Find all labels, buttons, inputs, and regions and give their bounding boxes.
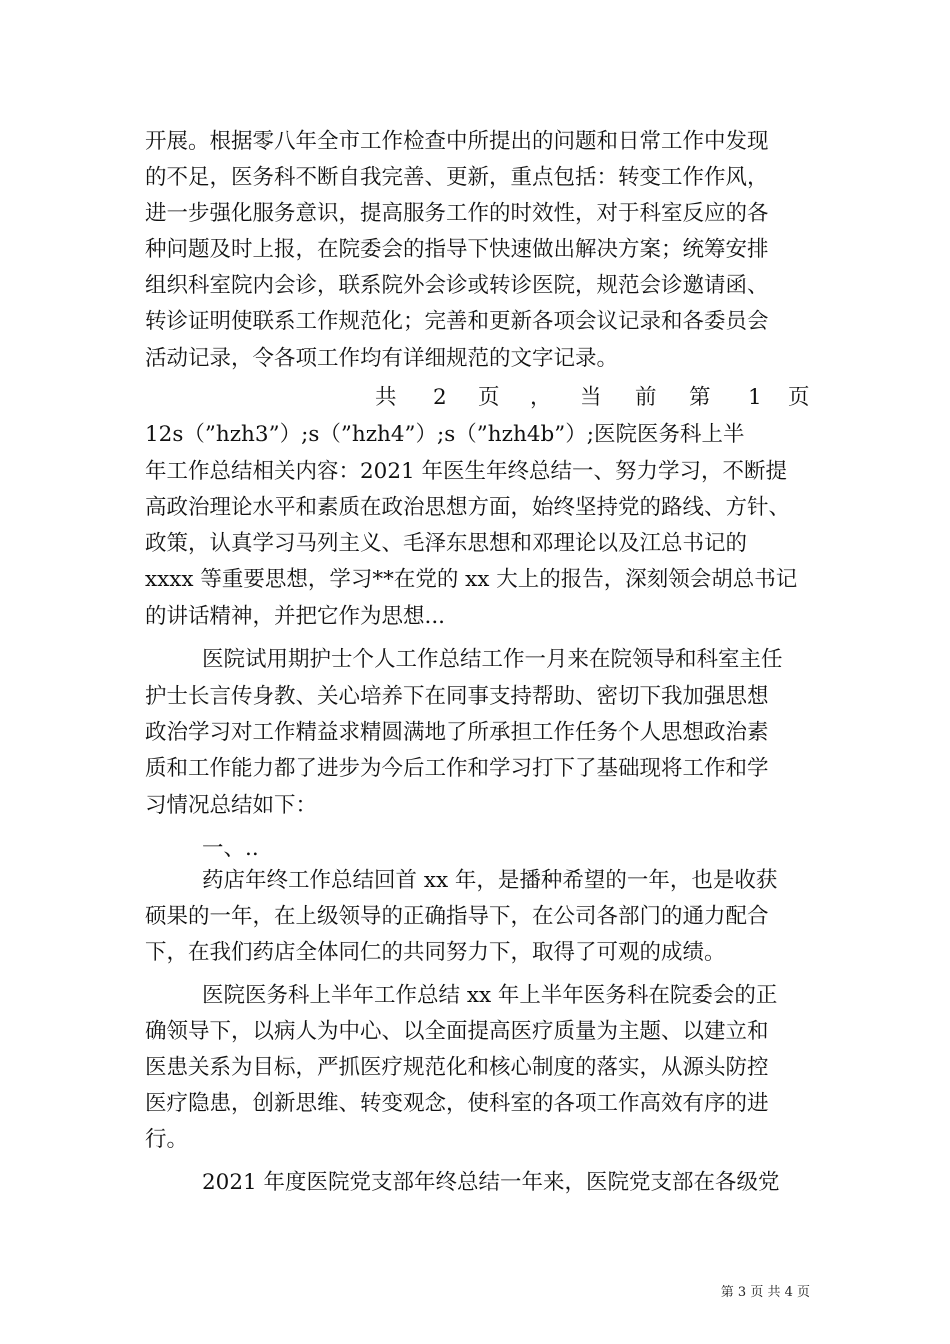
pager-total: 2	[433, 385, 447, 410]
paragraph-7-line-1: 2021 年度医院党支部年终总结一年来，医院党支部在各级党	[202, 1170, 780, 1195]
paragraph-6-line-4: 医疗隐患，创新思维、转变观念，使科室的各项工作高效有序的进	[145, 1091, 769, 1116]
paragraph-2-line-3: 高政治理论水平和素质在政治思想方面，始终坚持党的路线、方针、	[145, 495, 791, 520]
paragraph-6-line-2: 确领导下，以病人为中心、以全面提高医疗质量为主题、以建立和	[145, 1019, 769, 1044]
paragraph-2-line-4: 政策，认真学习马列主义、毛泽东思想和邓理论以及江总书记的	[145, 531, 748, 556]
paragraph-3-line-2: 护士长言传身教、关心培养下在同事支持帮助、密切下我加强思想	[145, 684, 769, 709]
paragraph-2-line-6: 的讲话精神，并把它作为思想...	[145, 604, 446, 629]
paragraph-6-line-3: 医患关系为目标，严抓医疗规范化和核心制度的落实，从源头防控	[145, 1055, 769, 1080]
paragraph-5-line-2: 硕果的一年，在上级领导的正确指导下，在公司各部门的通力配合	[145, 904, 769, 929]
pager-ye1: 页	[478, 385, 500, 410]
paragraph-3-line-3: 政治学习对工作精益求精圆满地了所承担工作任务个人思想政治素	[145, 720, 769, 745]
paragraph-6-line-1: 医院医务科上半年工作总结 xx 年上半年医务科在院委会的正	[202, 983, 778, 1008]
paragraph-2-line-5: xxxx 等重要思想，学习**在党的 xx 大上的报告，深刻领会胡总书记	[145, 567, 798, 592]
page-footer: 第 3 页 共 4 页	[720, 1285, 810, 1300]
pager-qian: 前	[635, 385, 657, 410]
pager-gong: 共	[375, 385, 397, 410]
paragraph-5-line-1: 药店年终工作总结回首 xx 年，是播种希望的一年，也是收获	[202, 868, 778, 893]
paragraph-2-line-1: 12s（”hzh3”）;s（”hzh4”）;s（”hzh4b”）;医院医务科上半	[145, 422, 745, 447]
page-indicator	[145, 381, 825, 415]
pager-di: 第	[689, 385, 711, 410]
paragraph-1-line-4: 种问题及时上报，在院委会的指导下快速做出解决方案；统筹安排	[145, 237, 769, 262]
pager-current: 1	[748, 385, 762, 410]
pager-dang: 当	[580, 385, 602, 410]
paragraph-3-line-4: 质和工作能力都了进步为今后工作和学习打下了基础现将工作和学	[145, 756, 769, 781]
paragraph-6-line-5: 行。	[145, 1127, 189, 1152]
paragraph-1-line-1: 开展。根据零八年全市工作检查中所提出的问题和日常工作中发现	[145, 129, 769, 154]
paragraph-1-line-6: 转诊证明使联系工作规范化；完善和更新各项会议记录和各委员会	[145, 309, 769, 334]
paragraph-3-line-5: 习情况总结如下：	[145, 793, 318, 818]
paragraph-1-line-3: 进一步强化服务意识，提高服务工作的时效性，对于科室反应的各	[145, 201, 769, 226]
paragraph-2-line-2: 年工作总结相关内容：2021 年医生年终总结一、努力学习，不断提	[145, 459, 788, 484]
paragraph-4-line-1: 一、..	[202, 836, 259, 861]
pager-comma: ，	[530, 385, 552, 410]
paragraph-5-line-3: 下，在我们药店全体同仁的共同努力下，取得了可观的成绩。	[145, 940, 726, 965]
paragraph-1-line-7: 活动记录，令各项工作均有详细规范的文字记录。	[145, 346, 619, 371]
pager-ye2: 页	[788, 385, 810, 410]
paragraph-1-line-5: 组织科室院内会诊，联系院外会诊或转诊医院，规范会诊邀请函、	[145, 273, 769, 298]
paragraph-3-line-1: 医院试用期护士个人工作总结工作一月来在院领导和科室主任	[202, 647, 783, 672]
paragraph-1-line-2: 的不足，医务科不断自我完善、更新，重点包括：转变工作作风，	[145, 165, 769, 190]
